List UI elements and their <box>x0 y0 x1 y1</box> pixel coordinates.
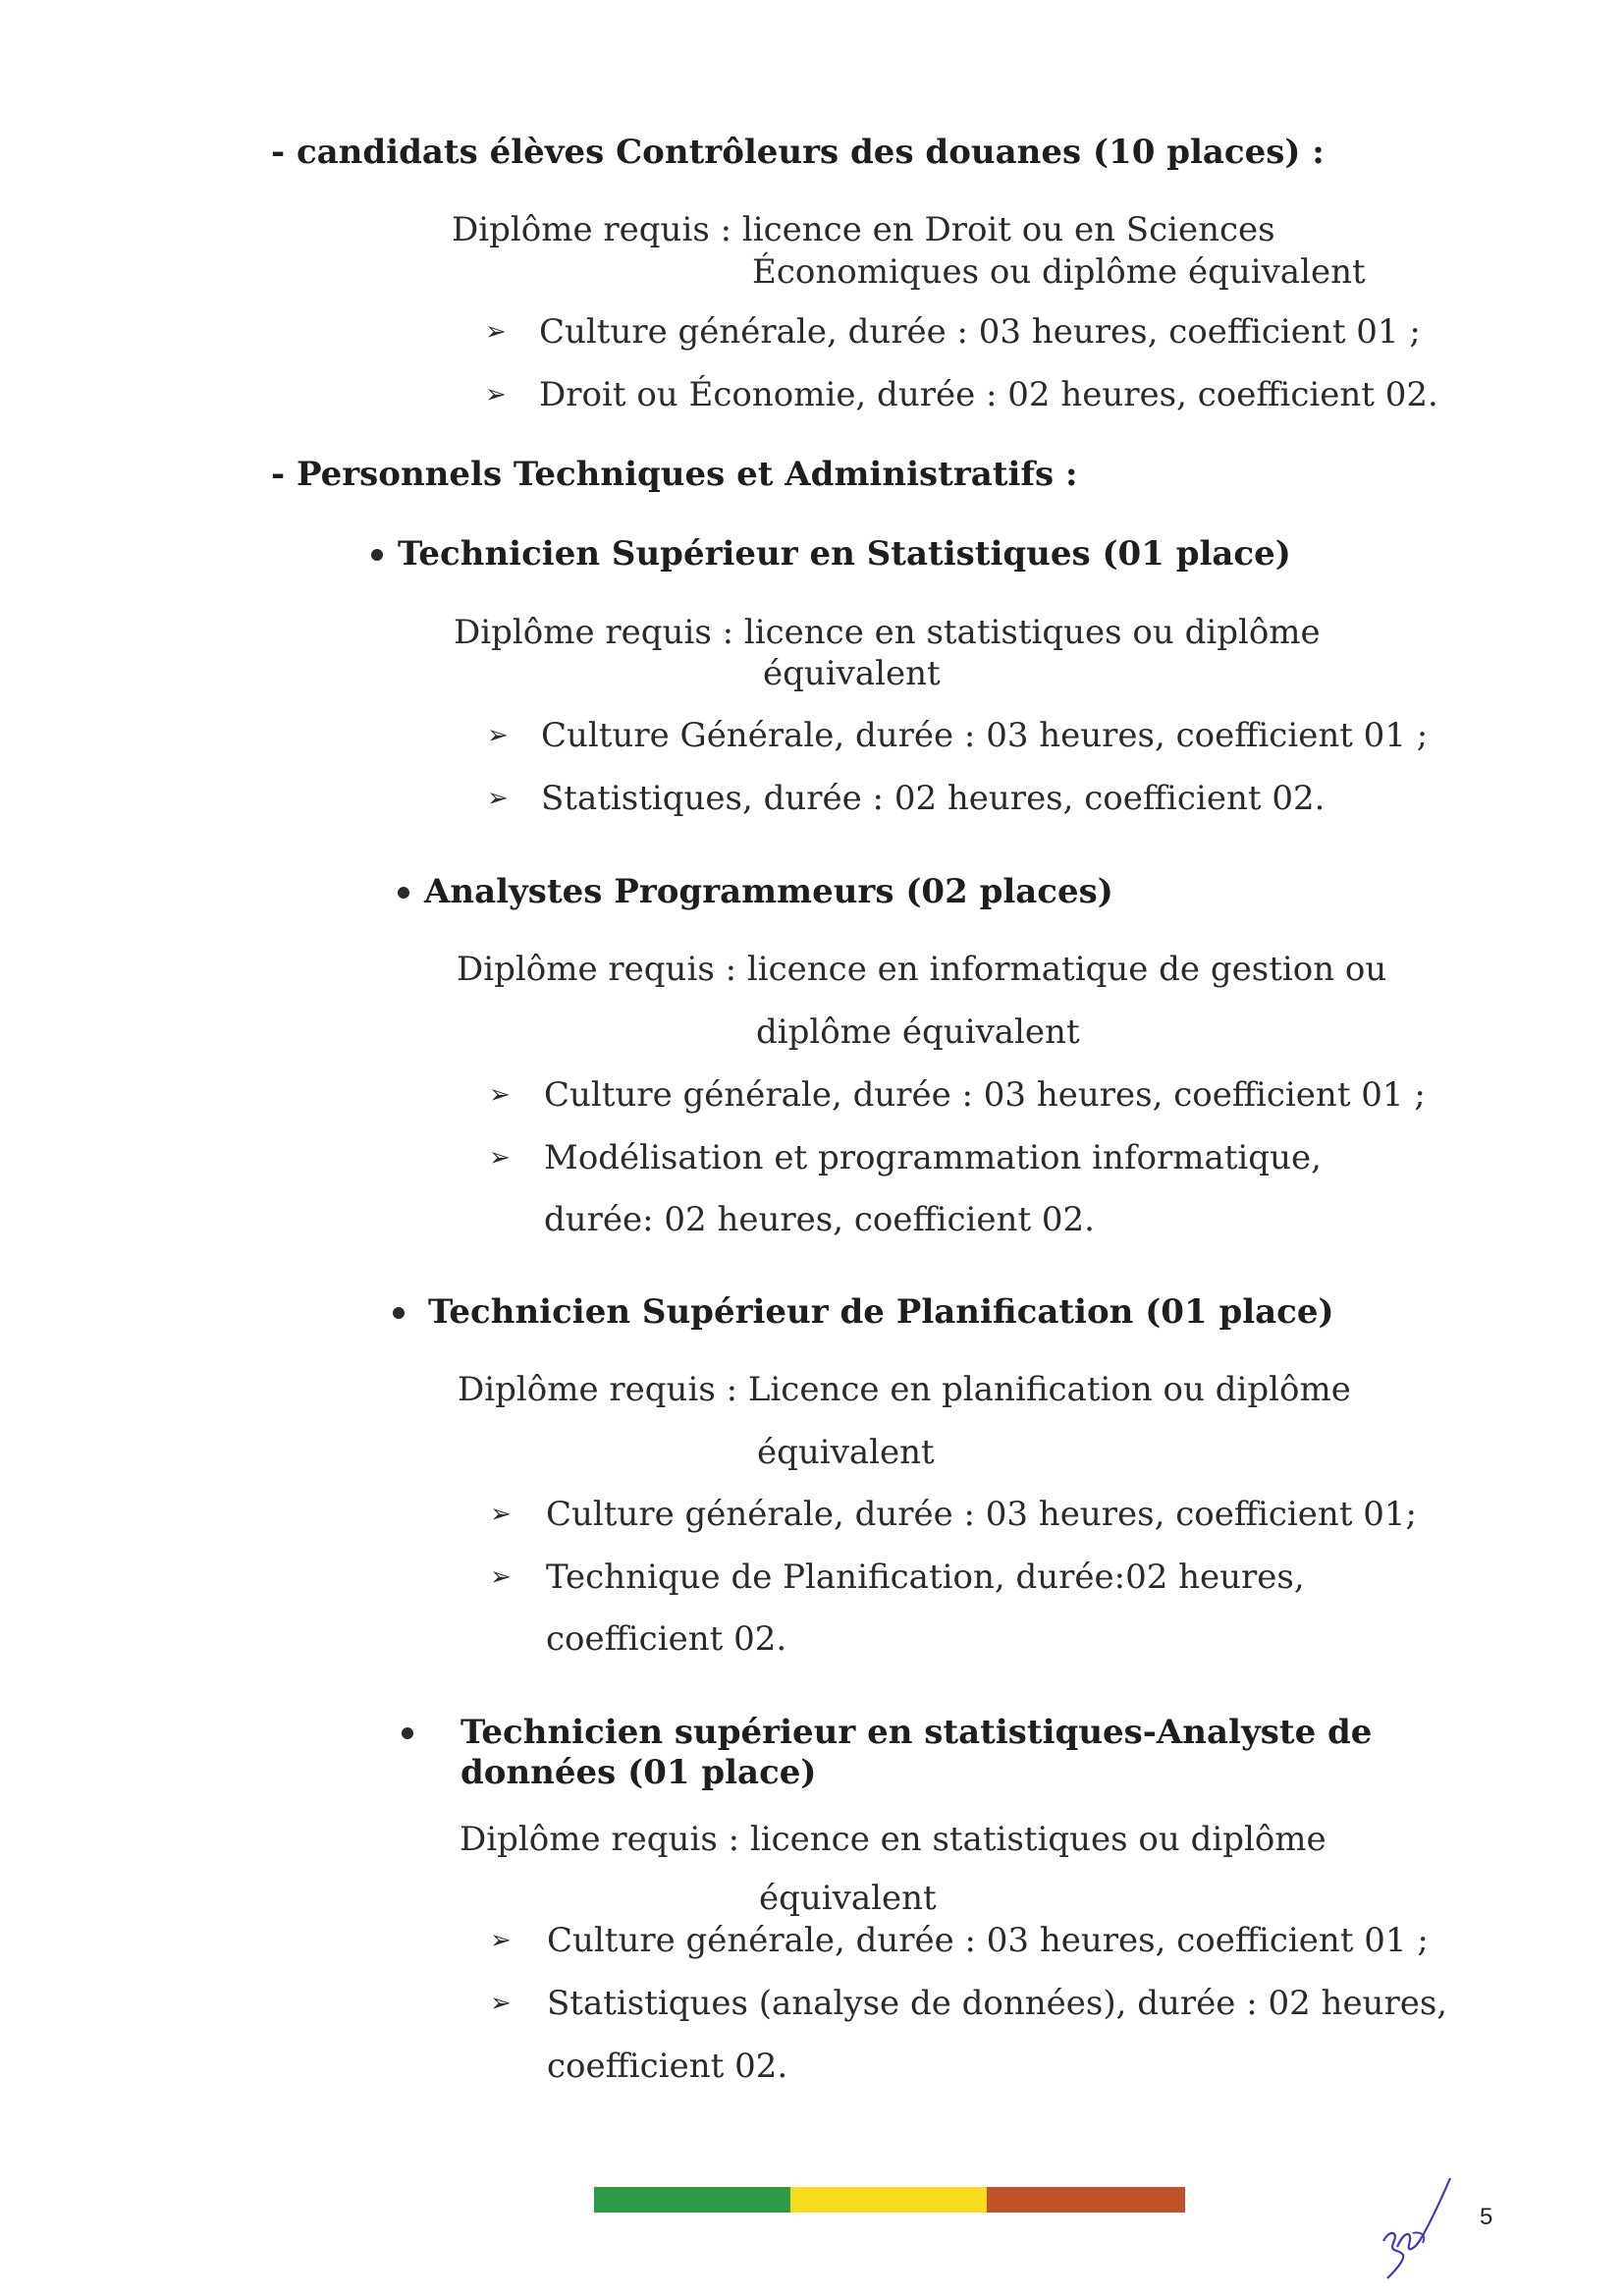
arrow-bullet-icon: ➢ <box>490 1989 512 2018</box>
flag-stripe-red <box>987 2187 1185 2213</box>
subsection-heading-analyste-donnees: Technicien supérieur en statistiques-Analyste de <box>460 1713 1373 1752</box>
exam-item: Culture générale, durée : 03 heures, coefficient 01; <box>546 1495 1418 1534</box>
bullet-dot-icon <box>402 1727 413 1739</box>
bullet-dot-icon <box>398 887 409 899</box>
exam-item-cont: coefficient 02. <box>546 1619 787 1659</box>
exam-item: Modélisation et programmation informatique, <box>544 1138 1322 1177</box>
diploma-requirement: Diplôme requis : licence en statistiques ou diplôme <box>454 613 1321 652</box>
bullet-dot-icon <box>371 549 383 561</box>
diploma-requirement-cont: équivalent <box>759 1879 937 1918</box>
arrow-bullet-icon: ➢ <box>490 1562 512 1592</box>
exam-item: Culture générale, durée : 03 heures, coefficient 01 ; <box>547 1921 1429 1960</box>
arrow-bullet-icon: ➢ <box>487 784 509 813</box>
exam-item: Statistiques (analyse de données), durée : 02 heures, <box>547 1984 1448 2023</box>
arrow-bullet-icon: ➢ <box>489 1143 511 1173</box>
arrow-bullet-icon: ➢ <box>485 317 507 347</box>
arrow-bullet-icon: ➢ <box>487 721 509 750</box>
signature-initials <box>1370 2170 1458 2283</box>
diploma-requirement: Diplôme requis : licence en Droit ou en Sciences <box>452 210 1275 249</box>
exam-item-cont: durée: 02 heures, coefficient 02. <box>544 1200 1095 1239</box>
diploma-requirement: Diplôme requis : Licence en planification ou diplôme <box>458 1370 1351 1409</box>
arrow-bullet-icon: ➢ <box>489 1080 511 1110</box>
bullet-dot-icon <box>393 1307 405 1319</box>
subsection-heading-planification: Technicien Supérieur de Planification (01 place) <box>428 1292 1334 1332</box>
exam-item-cont: coefficient 02. <box>547 2047 788 2086</box>
subsection-heading-analystes: Analystes Programmeurs (02 places) <box>424 872 1113 911</box>
diploma-requirement: Diplôme requis : licence en statistiques ou diplôme <box>460 1820 1326 1859</box>
exam-item: Droit ou Économie, durée : 02 heures, coefficient 02. <box>539 375 1438 414</box>
exam-item: Culture Générale, durée : 03 heures, coefficient 01 ; <box>541 716 1429 755</box>
flag-stripe-yellow <box>790 2187 987 2213</box>
section-heading-personnel: - Personnels Techniques et Administratifs : <box>271 455 1078 494</box>
diploma-requirement-cont: Économiques ou diplôme équivalent <box>752 252 1366 292</box>
diploma-requirement-cont: équivalent <box>757 1433 935 1472</box>
section-heading-douanes: - candidats élèves Contrôleurs des douanes (10 places) : <box>271 133 1325 172</box>
flag-stripe-green <box>594 2187 790 2213</box>
exam-item: Statistiques, durée : 02 heures, coefficient 02. <box>541 779 1326 818</box>
arrow-bullet-icon: ➢ <box>490 1926 512 1955</box>
exam-item: Culture générale, durée : 03 heures, coefficient 01 ; <box>539 312 1421 352</box>
subsection-heading-tss: Technicien Supérieur en Statistiques (01 place) <box>398 534 1291 574</box>
exam-item: Culture générale, durée : 03 heures, coefficient 01 ; <box>544 1075 1426 1115</box>
exam-item: Technique de Planification, durée:02 heures, <box>546 1558 1305 1597</box>
diploma-requirement-cont: équivalent <box>763 654 941 693</box>
subsection-heading-analyste-donnees-cont: données (01 place) <box>460 1753 817 1792</box>
arrow-bullet-icon: ➢ <box>485 380 507 410</box>
page-number: 5 <box>1480 2204 1493 2230</box>
diploma-requirement: Diplôme requis : licence en informatique de gestion ou <box>457 950 1387 989</box>
diploma-requirement-cont: diplôme équivalent <box>756 1012 1080 1052</box>
arrow-bullet-icon: ➢ <box>490 1500 512 1529</box>
